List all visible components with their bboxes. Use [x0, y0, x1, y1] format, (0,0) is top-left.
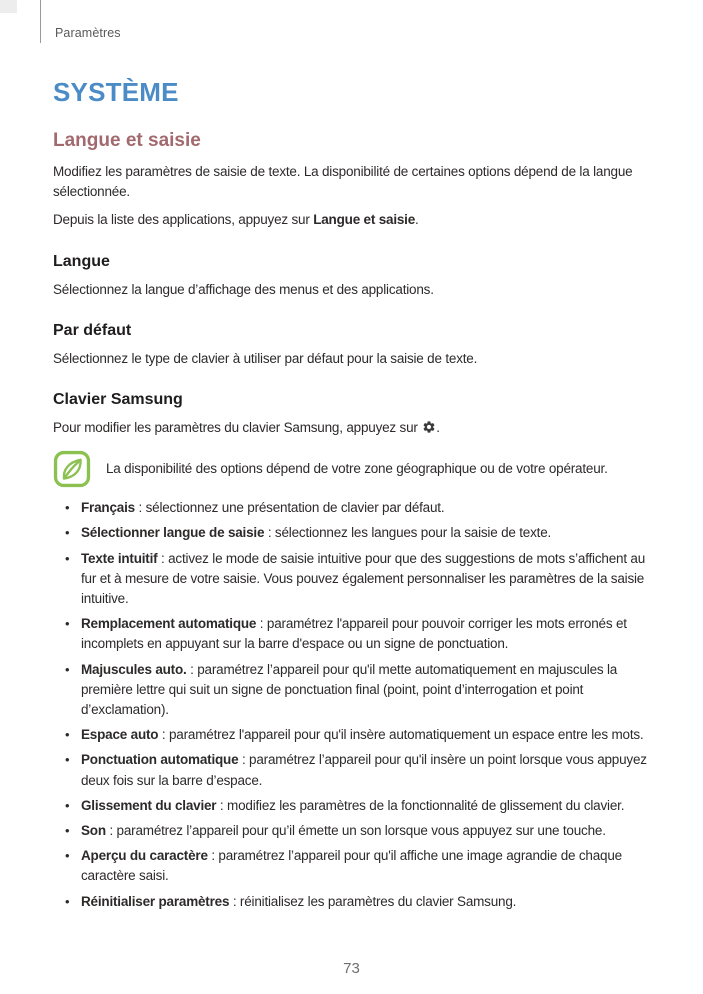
page-footer	[0, 960, 703, 978]
option-desc: : paramétrez l’appareil pour qu'il affiche une image agrandie de chaque caractère saisi.	[81, 848, 622, 884]
subsection-title-clavier-samsung: Clavier Samsung	[53, 391, 183, 409]
option-term: Remplacement automatique	[81, 616, 257, 632]
note-text: La disponibilité des options dépend de votre zone géographique ou de votre opérateur.	[106, 461, 608, 477]
option-term: Réinitialiser paramètres	[81, 893, 230, 909]
bullet-icon: •	[65, 500, 70, 516]
gear-icon	[422, 420, 436, 434]
list-item	[65, 614, 652, 654]
bullet-icon: •	[65, 797, 70, 813]
subsection-body-langue: Sélectionnez la langue d’affichage des menus et des applications.	[53, 281, 434, 297]
clavier-body-prefix: Pour modifier les paramètres du clavier Samsung, appuyez sur	[53, 420, 422, 436]
note-callout	[53, 450, 652, 488]
apps-instruction-bold: Langue et saisie	[313, 212, 416, 228]
option-term: Français	[81, 500, 135, 516]
subsection-title-langue: Langue	[53, 252, 110, 270]
list-item	[65, 892, 652, 912]
option-desc: : paramétrez l’appareil pour qu’il émette un son lorsque vous appuyez sur une touche.	[105, 823, 606, 839]
clavier-body-suffix: .	[436, 420, 440, 436]
option-term: Majuscules auto.	[81, 661, 187, 677]
option-term: Sélectionner langue de saisie	[81, 525, 265, 541]
list-item	[65, 821, 652, 841]
option-term: Espace auto	[81, 727, 159, 743]
list-item	[65, 660, 652, 721]
bullet-icon: •	[65, 823, 70, 839]
option-term: Texte intuitif	[81, 550, 158, 566]
header-divider	[40, 0, 41, 43]
list-item	[65, 846, 652, 886]
option-desc: : sélectionnez les langues pour la saisie de texte.	[264, 525, 552, 541]
option-desc: : réinitialisez les paramètres du clavier Samsung.	[229, 893, 517, 909]
list-item	[65, 498, 652, 518]
subsection-body-par-defaut: Sélectionnez le type de clavier à utiliser par défaut pour la saisie de texte.	[53, 350, 478, 366]
bullet-icon: •	[65, 661, 70, 677]
subsection-body-clavier-samsung	[53, 418, 652, 438]
page-number: 73	[343, 960, 360, 977]
corner-decoration	[0, 0, 17, 13]
option-desc: : paramétrez l'appareil pour qu'il insère automatiquement un espace entre les mots.	[158, 727, 644, 743]
apps-instruction-suffix: .	[415, 212, 419, 228]
note-icon	[53, 450, 91, 488]
bullet-icon: •	[65, 893, 70, 909]
option-desc: : paramétrez l’appareil pour qu'il insère un point lorsque vous appuyez deux fois sur la barre d’espace.	[81, 752, 647, 788]
bullet-icon: •	[65, 848, 70, 864]
chapter-title: Langue et saisie	[53, 130, 201, 151]
list-item	[65, 725, 652, 745]
page-content	[0, 78, 703, 912]
apps-instruction-prefix: Depuis la liste des applications, appuyez sur	[53, 212, 314, 228]
list-item	[65, 796, 652, 816]
option-term: Ponctuation automatique	[81, 752, 239, 768]
list-item	[65, 549, 652, 610]
option-desc: : activez le mode de saisie intuitive pour que des suggestions de mots s’affichent au fur et à mesure de votre saisie. Vous pouvez également personnaliser les paramètres de la saisie intuitive.	[81, 550, 646, 607]
section-title: SYSTÈME	[53, 77, 179, 107]
option-desc: : sélectionnez une présentation de clavier par défaut.	[134, 500, 445, 516]
option-list	[53, 498, 652, 912]
bullet-icon: •	[65, 550, 70, 566]
option-term: Son	[81, 823, 106, 839]
list-item	[65, 523, 652, 543]
bullet-icon: •	[65, 525, 70, 541]
option-desc: : modifiez les paramètres de la fonctionnalité de glissement du clavier.	[216, 797, 625, 813]
list-item	[65, 750, 652, 790]
option-desc: : paramétrez l'appareil pour pouvoir corriger les mots erronés et incomplets en appuyant sur la barre d'espace ou un signe de ponctuation.	[81, 616, 627, 652]
breadcrumb: Paramètres	[55, 26, 121, 40]
option-term: Aperçu du caractère	[81, 848, 208, 864]
subsection-title-par-defaut: Par défaut	[53, 321, 132, 339]
option-desc: : paramétrez l’appareil pour qu'il mette automatiquement en majuscules la première lettre qui suit un signe de ponctuation final (point, point d’interrogation et point d’exclamation).	[81, 661, 618, 718]
apps-instruction	[53, 210, 652, 230]
bullet-icon: •	[65, 727, 70, 743]
bullet-icon: •	[65, 616, 70, 632]
bullet-icon: •	[65, 752, 70, 768]
option-term: Glissement du clavier	[81, 797, 217, 813]
intro-paragraph: Modifiez les paramètres de saisie de texte. La disponibilité de certaines options dépend de la langue sélectionnée.	[53, 164, 633, 200]
